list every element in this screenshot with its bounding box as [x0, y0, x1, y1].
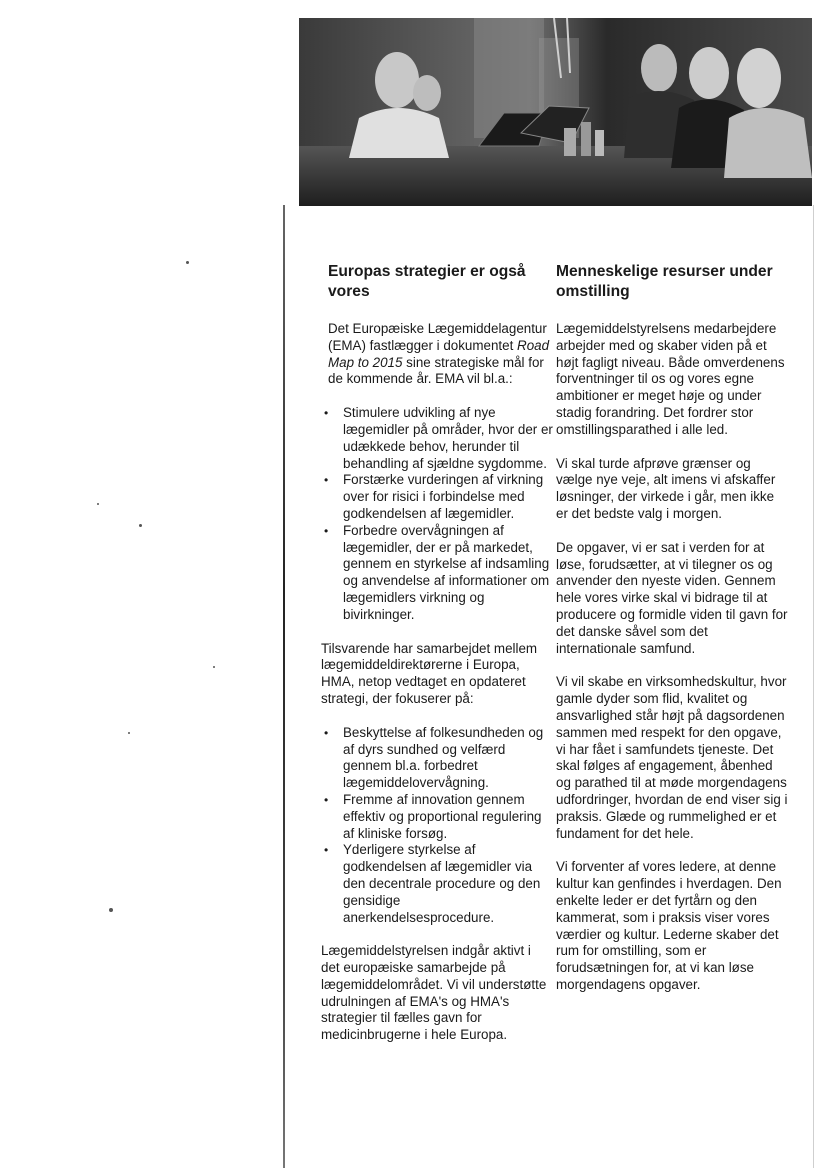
ema-bullet-list [321, 405, 553, 623]
page-fold-line [283, 205, 285, 1168]
hma-bullet-list [321, 725, 553, 927]
left-column [321, 262, 553, 1061]
page-edge-line [813, 205, 814, 1168]
left-heading: Europas strategier er også vores [328, 263, 526, 300]
meeting-photo-graphic [299, 18, 812, 206]
blank-margin [0, 0, 285, 1168]
list-item: • Forbedre overvågningen af lægemidler, der er på markedet, gennem en styrkelse af indsamling og anvendelse af informationer om lægemidlers virkning og bivirkninger. [321, 523, 553, 624]
ema-intro-pre: Det Europæiske Lægemiddelagentur (EMA) fastlægger i dokumentet [328, 321, 547, 353]
scan-speck [213, 666, 215, 668]
list-item: • Stimulere udvikling af nye lægemidler på områder, hvor der er udækkede behov, herunder til behandling af sjældne sygdomme. [321, 405, 553, 472]
right-heading: Menneskelige resurser under omstilling [556, 263, 773, 300]
body-paragraph: Vi skal turde afprøve grænser og vælge nye veje, alt imens vi afskaffer løsninger, der virkede i går, men ikke er det bedste valg i morgen. [556, 455, 776, 521]
scan-speck [97, 503, 99, 505]
body-paragraph: De opgaver, vi er sat i verden for at løse, forudsætter, at vi tilegner os og anvender den nyeste viden. Gennem hele vores virke skal vi bidrage til at producere og formidle viden til gavn for det danske såvel som det internationale samfund. [556, 539, 788, 656]
list-item: • Beskyttelse af folkesundheden og af dyrs sundhed og velfærd gennem bl.a. forbedret lægemiddelovervågning. [321, 725, 553, 792]
body-paragraph: Lægemiddelstyrelsens medarbejdere arbejder med og skaber viden på et højt fagligt niveau. Både omverdenens forventninger til os og vores egne ambitioner er meget høje og under stadig forandring. Det fordrer stor omstillingsparathed i alle led. [556, 321, 785, 437]
scan-speck [128, 732, 130, 734]
ema-intro-post: sine strategiske mål for de kommende år. EMA vil bl.a.: [328, 354, 544, 387]
list-item: • Fremme af innovation gennem effektiv og proportional regulering af kliniske forsøg. [321, 792, 553, 842]
list-item: • Forstærke vurderingen af virkning over for risici i forbindelse med godkendelsen af lægemidler. [321, 472, 553, 522]
scan-speck [109, 908, 113, 912]
list-item: • Yderligere styrkelse af godkendelsen af lægemidler via den decentrale procedure og den gensidige anerkendelsesprocedure. [321, 842, 553, 926]
scan-speck [139, 524, 142, 527]
ema-intro [321, 321, 553, 388]
body-paragraph: Vi forventer af vores ledere, at denne kultur kan genfindes i hverdagen. Den enkelte leder er det fyrtårn og den kammerat, som i praksis viser vores værdier og kultur. Lederne skaber det rum for omstilling, som er forudsætningen for, at vi kan løse morgendagens opgaver. [556, 859, 782, 992]
ema-intro-title: Road Map to 2015 [328, 337, 550, 370]
closing-paragraph: Lægemiddelstyrelsen indgår aktivt i det europæiske samarbejde på lægemiddelområdet. Vi vil understøtte udrulningen af EMA's og HMA's strategier til fælles gavn for medicinbrugerne i hele Europa. [321, 943, 547, 1043]
hma-paragraph: Tilsvarende har samarbejdet mellem lægemiddeldirektørerne i Europa, HMA, netop vedtaget en opdateret strategi, der fokuserer på: [321, 640, 538, 706]
meeting-photo-icon [299, 18, 812, 206]
right-column [556, 262, 788, 1011]
body-paragraph: Vi vil skabe en virksomhedskultur, hvor gamle dyder som flid, kvalitet og ansvarlighed står højt på dagsordenen sammen med respekt for den opgave, vi har fået i samfundets tjeneste. Det skal følges af engagement, åbenhed og parathed til at møde morgendagens udfordringer, hvordan de end viser sig i praksis. Glæde og rummelighed er et fundament for det hele. [556, 674, 788, 841]
scan-speck [186, 261, 189, 264]
